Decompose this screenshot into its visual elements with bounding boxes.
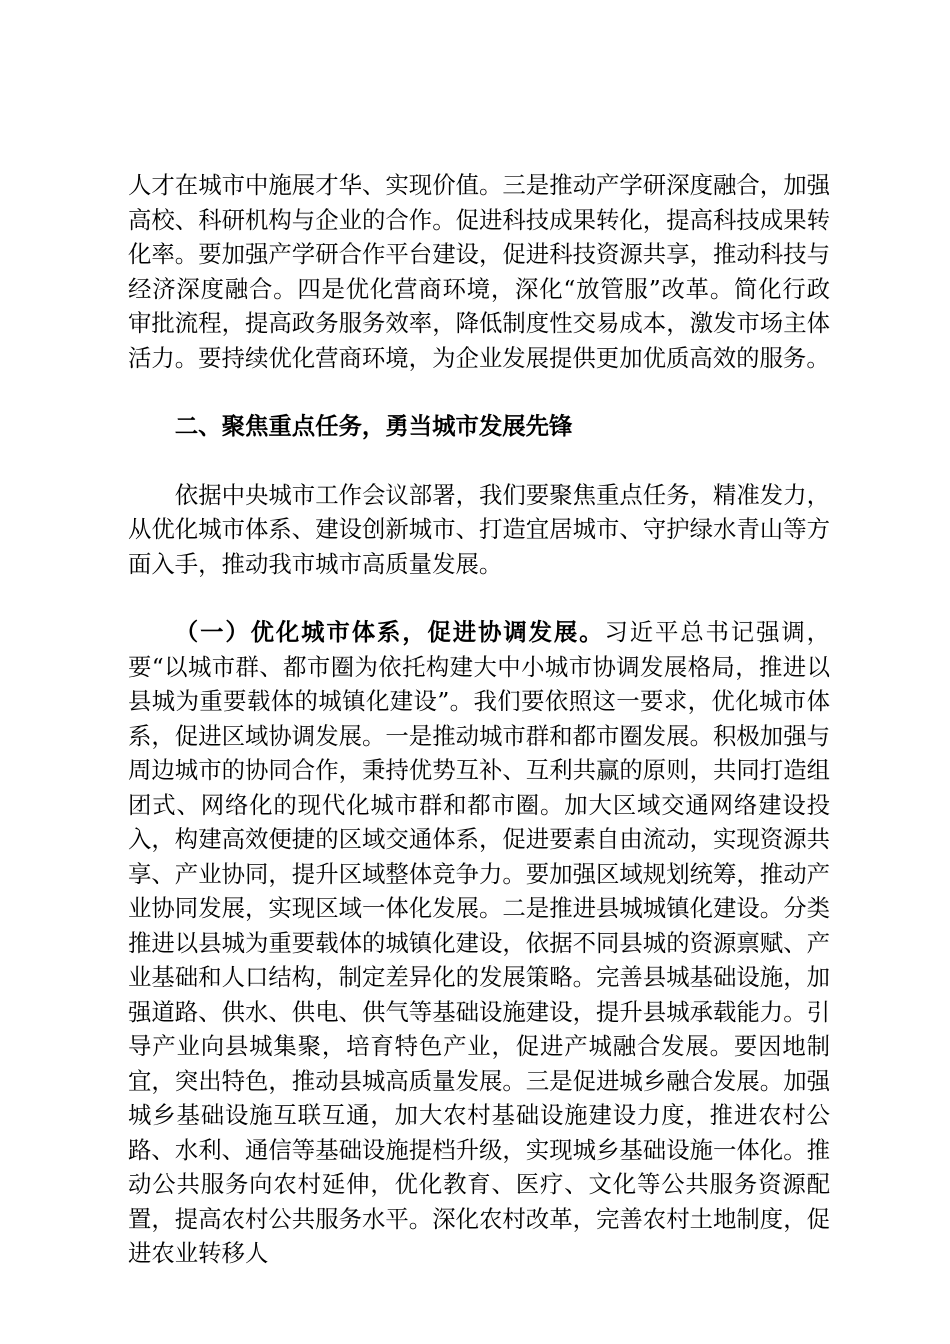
subsection-lead: （一）优化城市体系，促进协调发展。	[174, 618, 605, 646]
paragraph-subsection	[128, 615, 830, 1271]
paragraph-gap	[128, 581, 830, 615]
section-heading: 二、聚焦重点任务，勇当城市发展先锋	[174, 412, 573, 440]
paragraph-intro: 依据中央城市工作会议部署，我们要聚焦重点任务，精准发力，从优化城市体系、建设创新城市、打造宜居城市、守护绿水青山等方面入手，推动我市城市高质量发展。	[128, 480, 830, 578]
paragraph-continuation: 人才在城市中施展才华、实现价值。三是推动产学研深度融合，加强高校、科研机构与企业的合作。促进科技成果转化，提高科技成果转化率。要加强产学研合作平台建设，促进科技资源共享，推动科技与经济深度融合。四是优化营商环境，深化“放管服”改革。简化行政审批流程，提高政务服务效率，降低制度性交易成本，激发市场主体活力。要持续优化营商环境，为企业发展提供更加优质高效的服务。	[128, 171, 830, 372]
document-page	[128, 168, 830, 1271]
subsection-body: 习近平总书记强调，要“以城市群、都市圈为依托构建大中小城市协调发展格局，推进以县城为重要载体的城镇化建设”。我们要依照这一要求，优化城市体系，促进区域协调发展。一是推动城市群和都市圈发展。积极加强与周边城市的协同合作，秉持优势互补、互利共赢的原则，共同打造组团式、网络化的现代化城市群和都市圈。加大区域交通网络建设投入，构建高效便捷的区域交通体系，促进要素自由流动，实现资源共享、产业协同，提升区域整体竞争力。要加强区域规划统筹，推动产业协同发展，实现区域一体化发展。二是推进县城城镇化建设。分类推进以县城为重要载体的城镇化建设，依据不同县城的资源禀赋、产业基础和人口结构，制定差异化的发展策略。完善县城基础设施，加强道路、供水、供电、供气等基础设施建设，提升县城承载能力。引导产业向县城集聚，培育特色产业，促进产城融合发展。要因地制宜，突出特色，推动县城高质量发展。三是促进城乡融合发展。加强城乡基础设施互联互通，加大农村基础设施建设力度，推进农村公路、水利、通信等基础设施提档升级，实现城乡基础设施一体化。推动公共服务向农村延伸，优化教育、医疗、文化等公共服务资源配置，提高农村公共服务水平。深化农村改革，完善农村土地制度，促进农业转移人	[128, 618, 831, 1267]
paragraph-gap	[128, 375, 830, 409]
paragraph-gap	[128, 444, 830, 478]
